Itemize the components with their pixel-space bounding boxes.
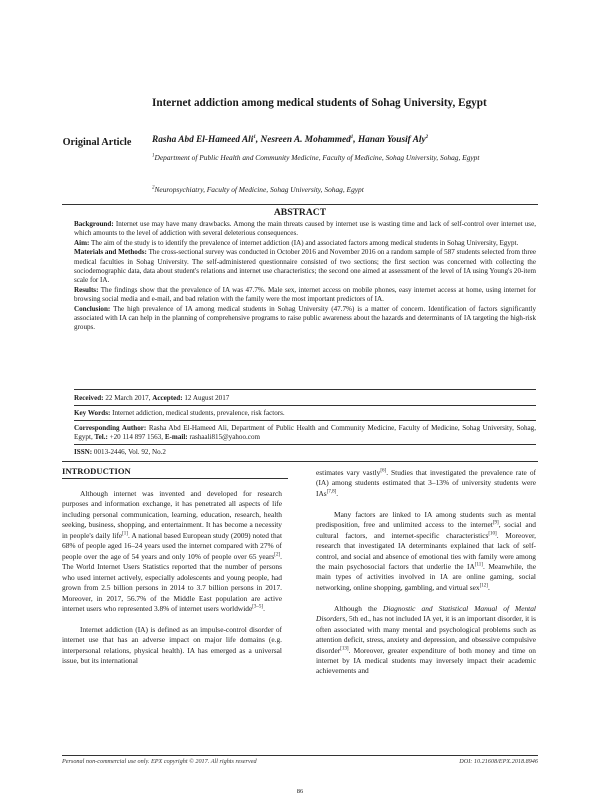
abstract-background: Background: Internet use may have many drawbacks. Among the main threats caused by internet use is wasting time and lack of self-control over internet use, which amounts to the level of addiction with several deleterious consequences.	[74, 220, 536, 238]
body-paragraph: estimates vary vastly[6]. Studies that investigated the prevalence rate of (IA) among students estimated that 3–13% of university students were IAs[7,8].	[316, 468, 537, 498]
author-name: Hanan Yousif Aly	[357, 135, 426, 145]
abstract-conclusion: Conclusion: The high prevalence of IA among medical students in Sohag University (47.7%) is a matter of concern. Identification of factors significantly associated with IA can help in the planning of comprehensive programs to raise public awareness about the hazards and determinants of IA targeting the high-risk groups.	[74, 304, 536, 332]
section-heading-introduction: INTRODUCTION	[62, 466, 131, 476]
received-label: Received:	[74, 394, 104, 402]
body-paragraph: Although the Diagnostic and Statistical Manual of Mental Disorders, 5th ed., has not included IA yet, it is an important disorder, it is often associated with many mental and psychological problems such as attention deficit, stress, anxiety and depression, and obsessive compulsive disorder[13]. Moreover, greater expenditure of both money and time on internet by IA medical students may inversely impact their academic achievements and	[316, 603, 536, 676]
doi-footer: DOI: 10.21608/EPX.2018.8946	[459, 758, 538, 765]
page-number: 86	[296, 788, 304, 795]
body-column-left	[62, 489, 282, 677]
affiliation-number: 1	[152, 153, 155, 159]
abstract-results: Results: The findings show that the prevalence of IA was 47.7%. Male sex, internet access on mobile phones, easy internet access at home, using internet for browsing social media and e-mail, and bad relation with the family were the most important predictors of IA.	[74, 285, 536, 304]
affiliation-text: Neuropsychiatry, Faculty of Medicine, Sohag University, Sohag, Egypt	[154, 185, 364, 194]
affiliation	[152, 185, 547, 195]
author-name: Rasha Abd El-Hameed Ali	[152, 135, 254, 145]
divider	[74, 420, 536, 421]
divider	[74, 405, 536, 406]
divider	[74, 389, 536, 390]
email-link[interactable]: rashaali815@yahoo.com	[189, 433, 261, 442]
abstract-methods: Materials and Methods: The cross-sectional survey was conducted in October 2016 and November 2016 on a random sample of 587 students selected from three medical faculties in Sohag University. The self-administered questionnaire consisted of two sections; the first section was concerned with collecting the sociodemographic data, data about student's relations and internet use characteristics; the second one aimed at assessment of the level of IA using Young's 20-item scale for IA.	[74, 248, 536, 285]
divider	[62, 478, 288, 479]
body-paragraph: Internet addiction (IA) is defined as an impulse-control disorder of internet use that has an adverse impact on major life domains (e.g. interpersonal relations, physical health). IA has emerged as a universal issue, but its international	[62, 624, 282, 666]
author-name: Nesreen A. Mohammed	[260, 135, 351, 145]
corresponding-author: Corresponding Author: Rasha Abd El-Hameed Ali, Department of Public Health and Community Medicine, Faculty of Medicine, Sohag University, Sohag, Egypt, Tel.: +20 114 897 1563, E-mail: rashaali815@yahoo.com	[74, 424, 536, 442]
received-dates: Received: 22 March 2017, Accepted: 12 August 2017	[74, 394, 230, 402]
author-list: Rasha Abd El-Hameed Ali$^1$, Nesreen A. Mohammed$^1$, Hanan Yousif Aly$^2$	[152, 134, 429, 145]
body-paragraph: Many factors are linked to IA among students such as mental predisposition, free and unlimited access to the internet[9], social and cultural factors, and internet-specific characteristics[10]. Moreover, research that investigated IA determinants explained that lack of self-control, and social and absence of emotional ties with family were among the main psychosocial factors that underlie the IA[11]. Meanwhile, the main types of activities involved in IA are online gaming, social networking, online shopping, gambling, and virtual sex[12].	[316, 509, 536, 592]
abstract-aim: Aim: The aim of the study is to identify the prevalence of internet addiction (IA) and associated factors among medical students in Sohag University, Egypt.	[74, 238, 519, 247]
copyright-footer: Personal non-commercial use only. EPX copyright © 2017. All rights reserved	[62, 758, 257, 765]
affiliation-number: 2	[152, 185, 155, 191]
divider	[74, 444, 536, 445]
article-type-label: Original Article	[62, 137, 132, 148]
abstract-heading: ABSTRACT	[273, 207, 327, 218]
issn: ISSN: 0013-2446, Vol. 92, No.2	[74, 448, 166, 456]
author-affiliation-mark: 1	[253, 134, 256, 140]
divider	[62, 461, 538, 462]
keywords: Key Words: Internet addiction, medical students, prevalence, risk factors.	[74, 409, 285, 417]
divider	[62, 755, 538, 756]
author-affiliation-mark: 1	[350, 134, 354, 140]
affiliation	[152, 153, 547, 163]
accepted-label: Accepted:	[152, 394, 183, 402]
abstract-body	[74, 220, 536, 333]
author-affiliation-mark: 2	[425, 134, 429, 140]
divider	[62, 204, 538, 205]
article-title: Internet addiction among medical students of Sohag University, Egypt	[152, 97, 487, 109]
body-column-right	[316, 468, 536, 687]
body-paragraph: Although internet was invented and developed for research purposes and information exchange, it has penetrated all aspects of life including personal communication, learning, education, research, health seeking, business, shopping, and entertainment. It has become a necessity in people's daily life[1]. A national based European study (2009) noted that 68% of people aged 16–24 years used the internet compared with 27% of people over the age of 54 years and only 10% of people over 65 years[2]. The World Internet Users Statistics reported that the number of persons who used internet actively, especially adolescents and young people, had grown from 2.5 billion persons in 2014 to 3.7 billion persons in 2017. Moreover, in 2017, 56.7% of the Middle East population are active internet users who represented 3.8% of internet users worldwide[3–5].	[62, 489, 283, 613]
affiliation-text: Department of Public Health and Community Medicine, Faculty of Medicine, Sohag University, Sohag, Egypt	[154, 153, 480, 162]
